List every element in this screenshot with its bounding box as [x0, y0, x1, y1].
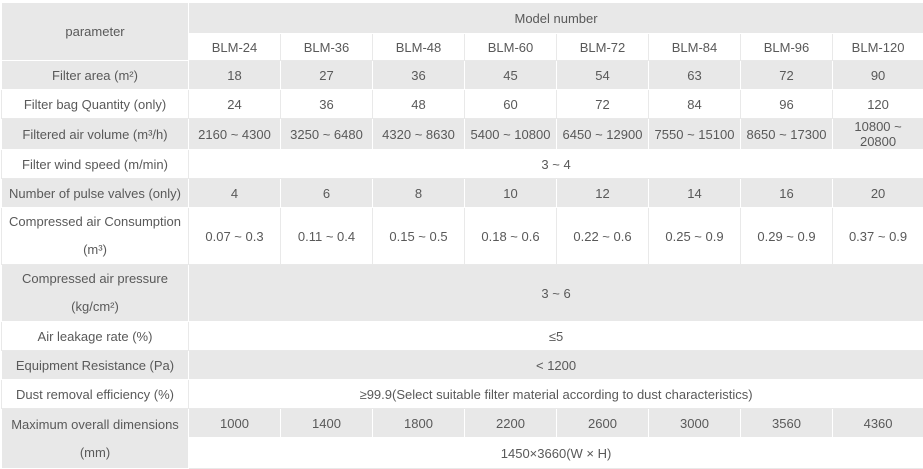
- table-row-filter-bag-quantity: [2, 90, 923, 119]
- value-cell: 20: [833, 179, 923, 208]
- value-cell: 10: [465, 179, 557, 208]
- table-row-compressed-air-pressure: [2, 265, 923, 322]
- value-cell: 10800 ~ 20800: [833, 119, 923, 150]
- value-cell: 3000: [649, 409, 741, 438]
- spec-table: [1, 2, 923, 469]
- row-label-line-2: (m³): [4, 236, 186, 264]
- span-value-cell: 1450×3660(W × H): [189, 438, 923, 469]
- table-row-filtered-air-volume: [2, 119, 923, 150]
- table-row-header: [2, 3, 923, 34]
- table-row-filter-wind-speed: [2, 150, 923, 179]
- value-cell: 63: [649, 61, 741, 90]
- value-cell: 45: [465, 61, 557, 90]
- table-row-compressed-air-consumption: [2, 208, 923, 265]
- model-header-blm-36: BLM-36: [281, 34, 373, 61]
- row-label-equipment-resistance: Equipment Resistance (Pa): [2, 351, 189, 380]
- span-value-cell: 3 ~ 4: [189, 150, 923, 179]
- value-cell: 3560: [741, 409, 833, 438]
- value-cell: 96: [741, 90, 833, 119]
- value-cell: 2160 ~ 4300: [189, 119, 281, 150]
- value-cell: 0.22 ~ 0.6: [557, 208, 649, 265]
- table-row-pulse-valves: [2, 179, 923, 208]
- model-number-header-cell: Model number: [189, 3, 923, 34]
- value-cell: 0.18 ~ 0.6: [465, 208, 557, 265]
- row-label-line-1: Maximum overall dimensions: [4, 411, 186, 439]
- model-header-blm-48: BLM-48: [373, 34, 465, 61]
- value-cell: 72: [557, 90, 649, 119]
- table-row-maximum-overall-dimensions: [2, 409, 923, 438]
- value-cell: 36: [373, 61, 465, 90]
- row-label-pulse-valves: Number of pulse valves (only): [2, 179, 189, 208]
- value-cell: 0.11 ~ 0.4: [281, 208, 373, 265]
- value-cell: 7550 ~ 15100: [649, 119, 741, 150]
- row-label-air-leakage-rate: Air leakage rate (%): [2, 322, 189, 351]
- value-cell: 48: [373, 90, 465, 119]
- value-cell: 1800: [373, 409, 465, 438]
- row-label-line-2: (kg/cm²): [4, 293, 186, 321]
- table-row-equipment-resistance: [2, 351, 923, 380]
- model-header-blm-96: BLM-96: [741, 34, 833, 61]
- value-cell: 0.37 ~ 0.9: [833, 208, 923, 265]
- row-label-compressed-air-consumption: [2, 208, 189, 265]
- model-header-blm-60: BLM-60: [465, 34, 557, 61]
- model-header-blm-72: BLM-72: [557, 34, 649, 61]
- table-row-dust-removal-efficiency: [2, 380, 923, 409]
- span-value-cell: < 1200: [189, 351, 923, 380]
- value-cell: 72: [741, 61, 833, 90]
- row-label-filtered-air-volume: Filtered air volume (m³/h): [2, 119, 189, 150]
- value-cell: 12: [557, 179, 649, 208]
- row-label-line-1: Compressed air pressure: [4, 265, 186, 293]
- value-cell: 120: [833, 90, 923, 119]
- row-label-maximum-overall-dimensions: [2, 409, 189, 469]
- span-value-cell: ≤5: [189, 322, 923, 351]
- row-label-compressed-air-pressure: [2, 265, 189, 322]
- value-cell: 2600: [557, 409, 649, 438]
- row-label-filter-bag-quantity: Filter bag Quantity (only): [2, 90, 189, 119]
- value-cell: 3250 ~ 6480: [281, 119, 373, 150]
- model-header-blm-24: BLM-24: [189, 34, 281, 61]
- span-value-cell: 3 ~ 6: [189, 265, 923, 322]
- value-cell: 0.29 ~ 0.9: [741, 208, 833, 265]
- value-cell: 8: [373, 179, 465, 208]
- value-cell: 24: [189, 90, 281, 119]
- value-cell: 6: [281, 179, 373, 208]
- row-label-line-2: (mm): [4, 439, 186, 467]
- model-header-blm-120: BLM-120: [833, 34, 923, 61]
- param-header-cell: parameter: [2, 3, 189, 61]
- value-cell: 4320 ~ 8630: [373, 119, 465, 150]
- value-cell: 2200: [465, 409, 557, 438]
- value-cell: 5400 ~ 10800: [465, 119, 557, 150]
- span-value-cell: ≥99.9(Select suitable filter material according to dust characteristics): [189, 380, 923, 409]
- value-cell: 18: [189, 61, 281, 90]
- table-row-filter-area: [2, 61, 923, 90]
- row-label-filter-area: Filter area (m²): [2, 61, 189, 90]
- value-cell: 54: [557, 61, 649, 90]
- value-cell: 90: [833, 61, 923, 90]
- model-header-blm-84: BLM-84: [649, 34, 741, 61]
- value-cell: 4: [189, 179, 281, 208]
- row-label-filter-wind-speed: Filter wind speed (m/min): [2, 150, 189, 179]
- value-cell: 36: [281, 90, 373, 119]
- value-cell: 1000: [189, 409, 281, 438]
- row-label-line-1: Compressed air Consumption: [4, 208, 186, 236]
- value-cell: 1400: [281, 409, 373, 438]
- value-cell: 0.25 ~ 0.9: [649, 208, 741, 265]
- value-cell: 60: [465, 90, 557, 119]
- value-cell: 6450 ~ 12900: [557, 119, 649, 150]
- row-label-dust-removal-efficiency: Dust removal efficiency (%): [2, 380, 189, 409]
- value-cell: 84: [649, 90, 741, 119]
- value-cell: 4360: [833, 409, 923, 438]
- value-cell: 16: [741, 179, 833, 208]
- value-cell: 14: [649, 179, 741, 208]
- value-cell: 0.07 ~ 0.3: [189, 208, 281, 265]
- table-row-air-leakage-rate: [2, 322, 923, 351]
- value-cell: 8650 ~ 17300: [741, 119, 833, 150]
- value-cell: 0.15 ~ 0.5: [373, 208, 465, 265]
- value-cell: 27: [281, 61, 373, 90]
